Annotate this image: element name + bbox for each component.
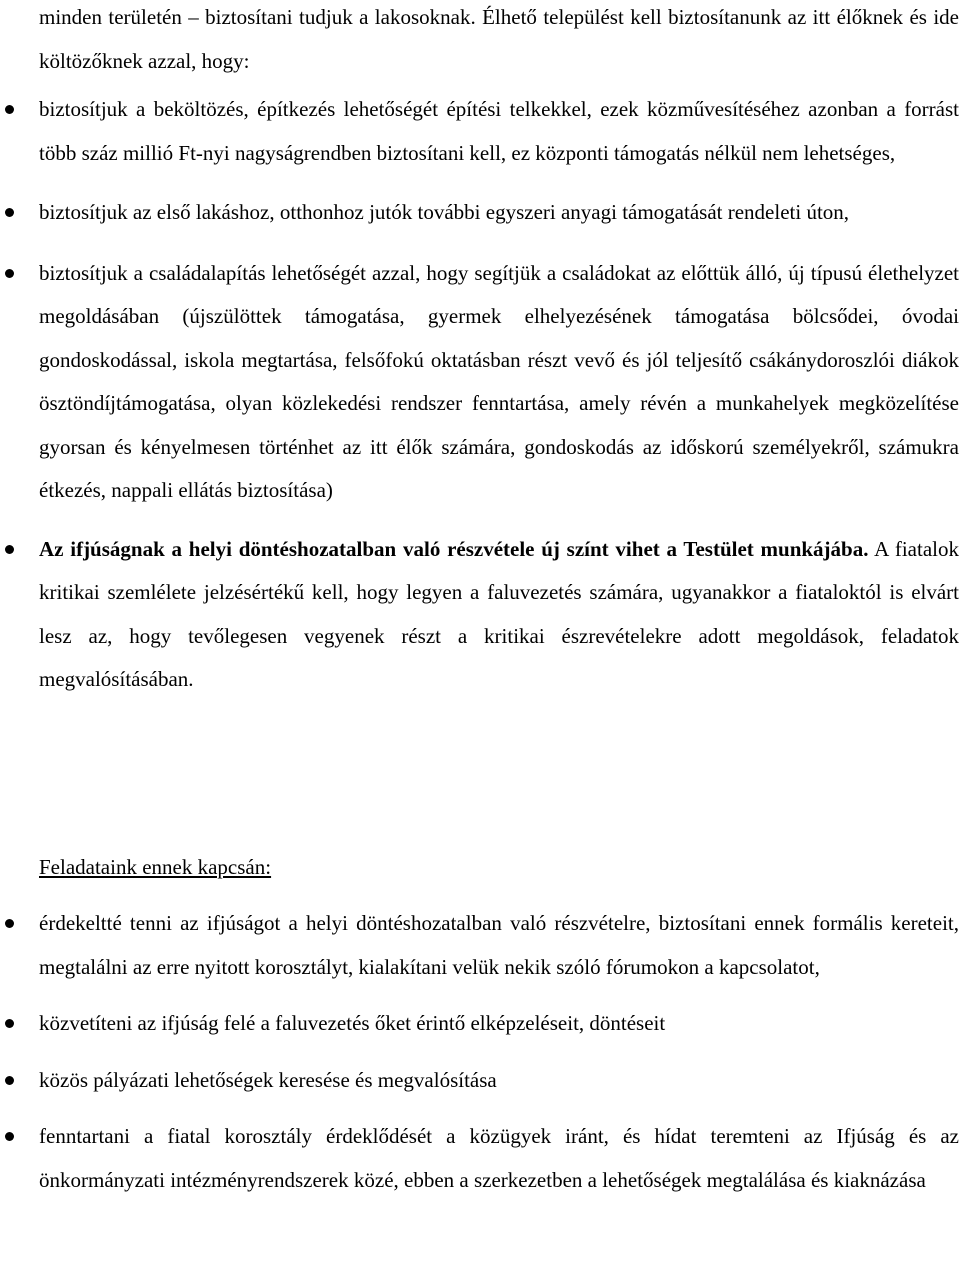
- tasks-list: [0, 902, 960, 1202]
- list-item-text: közvetíteni az ifjúság felé a faluvezetés őket érintő elképzeléseit, döntéseit: [39, 1011, 666, 1035]
- list-item-text: fenntartani a fiatal korosztály érdeklődését a közügyek iránt, és hídat teremteni az Ifjúság és az önkormányzati intézményrendszerek közé, ebben a szerkezetben a lehetőségek megtalálása és kiaknázása: [39, 1124, 959, 1192]
- list-item-text: biztosítjuk az első lakáshoz, otthonhoz jutók további egyszeri anyagi támogatását rendeleti úton,: [39, 200, 850, 224]
- list-item-text: közös pályázati lehetőségek keresése és megvalósítása: [39, 1067, 497, 1092]
- list-item: [0, 1002, 960, 1046]
- list-item: [0, 252, 960, 513]
- bullet-icon: [5, 269, 14, 278]
- youth-body-text: A fiatalok kritikai szemlélete jelzésértékű kell, hogy legyen a faluvezetés számára, ugyanakkor a fiataloktól is elvárt lesz az, hogy tevőlegesen vegyenek részt a kritikai észrevételekre adott megoldások, feladatok megvalósításában.: [39, 536, 959, 691]
- list-item: [0, 191, 960, 235]
- youth-bold-text: Az ifjúságnak a helyi döntéshozatalban való részvétele új színt vihet a Testület munkájába.: [39, 536, 869, 561]
- list-item-text: biztosítjuk a beköltözés, építkezés lehetőségét építési telkekkel, ezek közművesítéséhez azonban a forrást több száz millió Ft-nyi nagyságrendben biztosítani kell, ez központi támogatás nélkül nem lehetséges,: [39, 97, 959, 165]
- list-item: [0, 1059, 960, 1103]
- bullet-icon: [5, 1076, 14, 1085]
- list-item: [0, 88, 960, 175]
- list-item: [0, 1115, 960, 1202]
- bullet-icon: [5, 1019, 14, 1028]
- list-item: [0, 902, 960, 989]
- tasks-heading: Feladataink ennek kapcsán:: [39, 855, 272, 879]
- bullet-icon: [5, 105, 14, 114]
- list-item: [0, 528, 960, 702]
- living-conditions-list: [0, 88, 960, 702]
- bullet-icon: [5, 545, 14, 554]
- list-item-text: érdekeltté tenni az ifjúságot a helyi döntéshozatalban való részvételre, biztosítani ennek formális kereteit, megtalálni az erre nyitott korosztályt, kialakítani velük nekik szóló fórumokon a kapcsolatot,: [39, 911, 959, 979]
- bullet-icon: [5, 919, 14, 928]
- bullet-icon: [5, 208, 14, 217]
- bullet-icon: [5, 1132, 14, 1141]
- list-item-text: biztosítjuk a családalapítás lehetőségét azzal, hogy segítjük a családokat az előttük álló, új típusú élethelyzet megoldásában (újszülöttek támogatása, gyermek elhelyezésének támogatása bölcsődei, óvodai gondoskodással, iskola megtartása, felsőfokú oktatásban részt vevő és jól teljesítő csákánydoroszlói diákok ösztöndíjtámogatása, olyan közlekedési rendszer fenntartása, amely révén a munkahelyek megközelítése gyorsan és kényelmesen történhet az itt élők számára, gondoskodás az időskorú személyekről, számukra étkezés, nappali ellátás biztosítása): [39, 260, 959, 502]
- intro-paragraph: minden területén – biztosítani tudjuk a lakosoknak. Élhető települést kell biztosítanunk az itt élőknek és ide költözőknek azzal, hogy:: [39, 5, 959, 73]
